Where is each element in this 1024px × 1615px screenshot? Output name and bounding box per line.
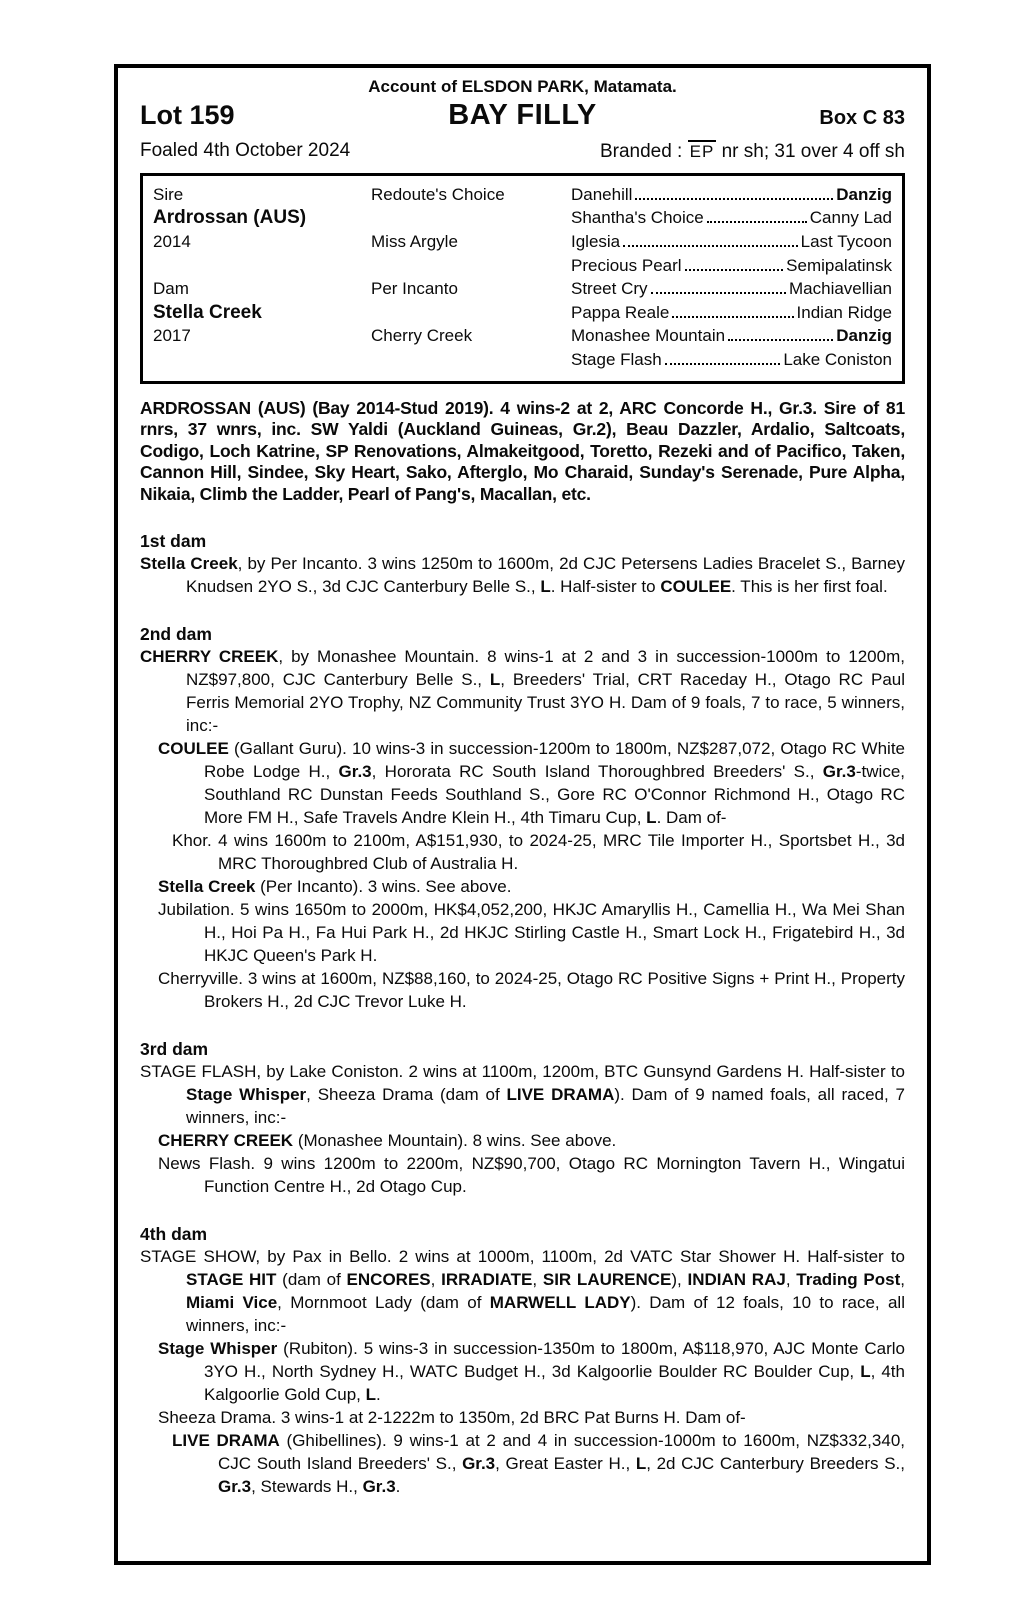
account-line: Account of ELSDON PARK, Matamata.: [368, 77, 677, 96]
dot-leader: [707, 221, 807, 223]
pedigree-paragraph: STAGE FLASH, by Lake Coniston. 2 wins at 1100m, 1200m, BTC Gunsynd Gardens H. Half-sister to Stage Whisper, Sheeza Drama (dam of LIVE DRAMA). Dam of 9 named foals, all raced, 7 winners, inc:-: [140, 1062, 905, 1128]
branded-detail: nr sh; 31 over 4 off sh: [716, 141, 905, 162]
pedigree-table: [140, 173, 905, 384]
dot-leader: [635, 198, 833, 200]
pedigree-paragraph: News Flash. 9 wins 1200m to 2200m, NZ$90,700, Otago RC Mornington Tavern H., Wingatui Function Centre H., 2d Otago Cup.: [158, 1154, 905, 1197]
pedigree-paragraph: Cherryville. 3 wins at 1600m, NZ$88,160, to 2024-25, Otago RC Positive Signs + Print H., Property Brokers H., 2d CJC Trevor Luke H.: [158, 969, 905, 1012]
ancestor-sire: Machiavellian: [789, 279, 892, 299]
ancestor-row: [571, 350, 892, 370]
ancestor-sire: Danzig: [836, 184, 892, 204]
ancestor-row: [571, 279, 892, 299]
ancestor-sire: Semipalatinsk: [786, 255, 892, 275]
pedigree-paragraph: COULEE (Gallant Guru). 10 wins-3 in succession-1200m to 1800m, NZ$287,072, Otago RC White Robe Lodge H., Gr.3, Hororata RC South Island Thoroughbred Breeders' S., Gr.3-twice, Southland RC Dunstan Feeds Southland S., Gore RC O'Connor Richmond H., Otago RC More FM H., Safe Travels Andre Klein H., 4th Timaru Cup, L. Dam of-: [158, 739, 905, 828]
page-title: BAY FILLY: [448, 99, 597, 131]
pedigree-column-ancestors: [571, 183, 892, 372]
pedigree-column-grandparents: [371, 183, 571, 372]
foaled-date: Foaled 4th October 2024: [140, 140, 351, 161]
lot-header-row: [140, 99, 905, 132]
dot-leader: [651, 292, 786, 294]
ancestor-name: Street Cry: [571, 279, 648, 299]
ancestor-sire: Danzig: [836, 326, 892, 346]
ancestor-name: Monashee Mountain: [571, 326, 726, 346]
damsire-name: Per Incanto: [371, 279, 458, 299]
pedigree-paragraph: STAGE SHOW, by Pax in Bello. 2 wins at 1000m, 1100m, 2d VATC Star Shower H. Half-sister to STAGE HIT (dam of ENCORES, IRRADIATE, SIR LAURENCE), INDIAN RAJ, Trading Post, Miami Vice, Mornmoot Lady (dam of MARWELL LADY). Dam of 12 foals, 10 to race, all winners, inc:-: [140, 1247, 905, 1336]
section-3rd-dam: [140, 1039, 905, 1198]
ancestor-name: Iglesia: [571, 231, 621, 251]
section-heading: 4th dam: [140, 1224, 208, 1245]
pedigree-paragraph: Khor. 4 wins 1600m to 2100m, A$151,930, to 2024-25, MRC Tile Importer H., Sportsbet H., 3d MRC Thoroughbred Club of Australia H.: [172, 831, 905, 874]
pedigree-paragraph: LIVE DRAMA (Ghibellines). 9 wins-1 at 2 and 4 in succession-1000m to 1600m, NZ$332,340, CJC South Island Breeders' S., Gr.3, Great Easter H., L, 2d CJC Canterbury Breeders S., Gr.3, Stewards H., Gr.3.: [172, 1431, 905, 1497]
dot-leader: [728, 339, 833, 341]
ancestor-name: Danehill: [571, 184, 633, 204]
ancestor-row: [571, 185, 892, 205]
brand-mark: EP: [689, 142, 715, 161]
dot-leader: [672, 316, 793, 318]
damdam-name: Cherry Creek: [371, 326, 473, 346]
ancestor-sire: Lake Coniston: [783, 349, 892, 369]
ancestor-sire: Canny Lad: [809, 208, 892, 228]
sire-year: 2014: [153, 231, 191, 251]
ancestor-name: Shantha's Choice: [571, 208, 704, 228]
pedigree-paragraph: Jubilation. 5 wins 1650m to 2000m, HK$4,052,200, HKJC Amaryllis H., Camellia H., Wa Mei Shan H., Hoi Pa H., Fa Hui Park H., 2d HKJC Stirling Castle H., Smart Lock H., Frigatebird H., 3d HKJC Queen's Park H.: [158, 900, 905, 966]
foaled-branded-row: [140, 140, 905, 163]
pedigree-paragraph: CHERRY CREEK, by Monashee Mountain. 8 wins-1 at 2 and 3 in succession-1000m to 1200m, NZ$97,800, CJC Canterbury Belle S., L, Breeders' Trial, CRT Raceday H., Otago RC Paul Ferris Memorial 2YO Trophy, NZ Community Trust 3YO H. Dam of 9 foals, 7 to race, 5 winners, inc:-: [140, 647, 905, 736]
box-number: Box C 83: [819, 107, 905, 129]
pedigree-paragraph: Stage Whisper (Rubiton). 5 wins-3 in succession-1350m to 1800m, A$118,970, AJC Monte Carlo 3YO H., North Sydney H., WATC Budget H., 3d Kalgoorlie Boulder RC Boulder Cup, L, 4th Kalgoorlie Gold Cup, L.: [158, 1339, 905, 1405]
section-heading: 3rd dam: [140, 1039, 209, 1060]
pedigree-paragraph: CHERRY CREEK (Monashee Mountain). 8 wins. See above.: [158, 1131, 617, 1151]
branded-info: [600, 140, 905, 163]
granddam-name: Miss Argyle: [371, 231, 458, 251]
lot-number: Lot 159: [140, 100, 235, 130]
pedigree-paragraph: Stella Creek (Per Incanto). 3 wins. See above.: [158, 877, 512, 897]
ancestor-row: [571, 256, 892, 276]
pedigree-column-parents: [153, 183, 371, 372]
ancestor-name: Precious Pearl: [571, 255, 682, 275]
dam-name: Stella Creek: [153, 301, 262, 323]
ancestor-row: [571, 232, 892, 252]
branded-label: Branded :: [599, 141, 688, 162]
sire-name: Ardrossan (AUS): [153, 207, 307, 229]
sire-label: Sire: [153, 184, 184, 204]
ancestor-sire: Last Tycoon: [800, 231, 892, 251]
section-1st-dam: [140, 531, 905, 598]
section-4th-dam: [140, 1224, 905, 1498]
dot-leader: [685, 269, 784, 271]
sire-summary: ARDROSSAN (AUS) (Bay 2014-Stud 2019). 4 wins-2 at 2, ARC Concorde H., Gr.3. Sire of 81 rnrs, 37 wnrs, inc. SW Yaldi (Auckland Guineas, Gr.2), Beau Dazzler, Ardalio, Saltcoats, Codigo, Loch Katrine, SP Renovations, Almakeitgood, Toretto, Rezeki and of Pacifico, Taken, Cannon Hill, Sindee, Sky Heart, Sako, Afterglo, Mo Charaid, Sunday's Serenade, Pure Alpha, Nikaia, Climb the Ladder, Pearl of Pang's, Macallan, etc.: [140, 397, 905, 504]
ancestor-name: Stage Flash: [571, 349, 662, 369]
dot-leader: [665, 363, 781, 365]
page-border-frame: [114, 64, 931, 1565]
dam-label: Dam: [153, 279, 189, 299]
section-heading: 1st dam: [140, 531, 207, 552]
ancestor-sire: Indian Ridge: [796, 302, 892, 322]
pedigree-paragraph: Stella Creek, by Per Incanto. 3 wins 1250m to 1600m, 2d CJC Petersens Ladies Bracelet S., Barney Knudsen 2YO S., 3d CJC Canterbury Belle S., L. Half-sister to COULEE. This is her first foal.: [140, 554, 905, 597]
dot-leader: [623, 245, 798, 247]
ancestor-name: Pappa Reale: [571, 302, 670, 322]
dam-year: 2017: [153, 326, 191, 346]
ancestor-row: [571, 326, 892, 346]
section-heading: 2nd dam: [140, 624, 212, 645]
ancestor-row: [571, 303, 892, 323]
grandsire-name: Redoute's Choice: [371, 184, 505, 204]
section-2nd-dam: [140, 624, 905, 1013]
pedigree-paragraph: Sheeza Drama. 3 wins-1 at 2-1222m to 1350m, 2d BRC Pat Burns H. Dam of-: [158, 1408, 746, 1428]
ancestor-row: [571, 208, 892, 228]
